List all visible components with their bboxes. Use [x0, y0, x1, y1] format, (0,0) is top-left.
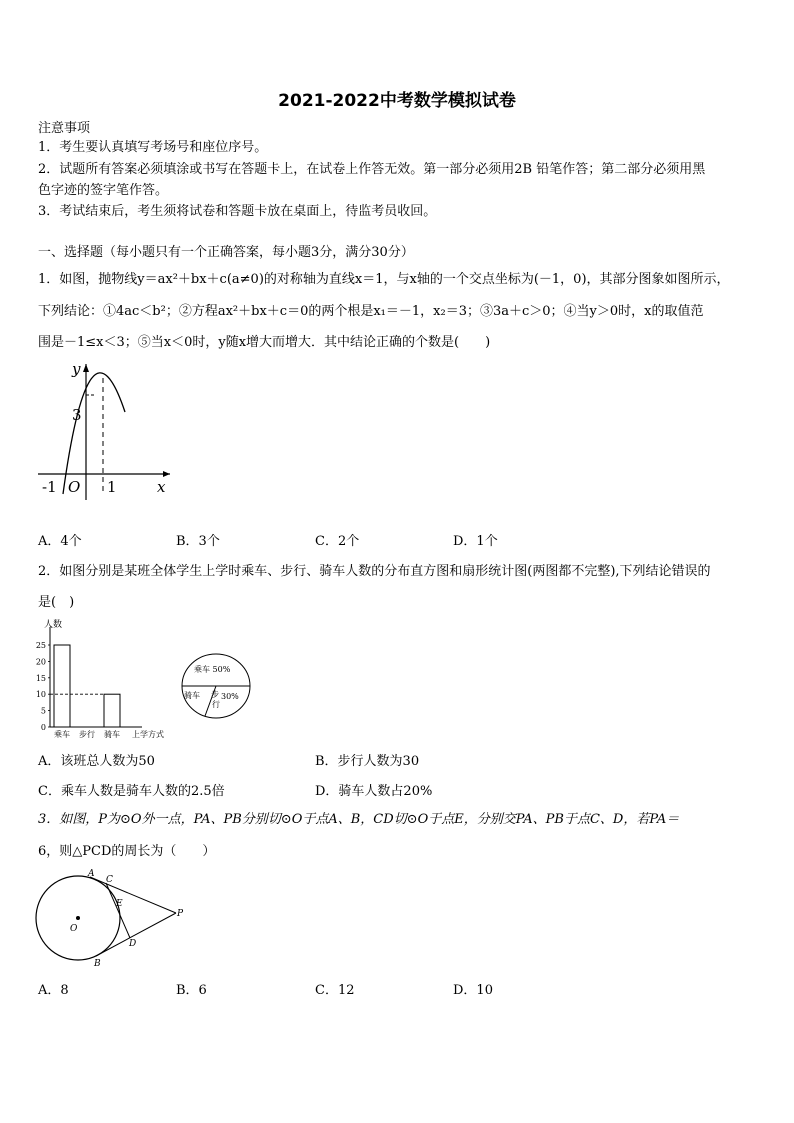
section-heading: 一、选择题（每小题只有一个正确答案，每小题3分，满分30分）	[38, 245, 414, 260]
q1-text-line-1: 1．如图，抛物线y＝ax²＋bx＋c(a≠0)的对称轴为直线x＝1，与x轴的一个交点坐标为(－1，0)，其部分图象如图所示，	[38, 272, 730, 287]
y-axis-label: y	[72, 360, 81, 378]
y-tick-label: 0	[40, 723, 46, 732]
origin-label: O	[68, 478, 81, 496]
q3-text-line-2: 6，则△PCD的周长为（ ）	[38, 844, 216, 859]
q2-text-line-2: 是( )	[38, 595, 75, 610]
x-axis-title: 上学方式	[132, 730, 164, 739]
point-a-label: A	[88, 869, 95, 879]
y-tick-label: 20	[35, 657, 46, 667]
pie-label-walk-pct: 30%	[221, 692, 239, 701]
parabola-figure	[30, 356, 180, 506]
q1-option-d[interactable]: D．1个	[453, 534, 498, 549]
q1-option-b[interactable]: B．3个	[176, 534, 220, 549]
point-b-label: B	[94, 959, 101, 968]
x-axis-label: x	[157, 478, 166, 496]
y-tick-label: 25	[35, 641, 46, 650]
circle-tangent-figure	[30, 868, 200, 968]
q1-text-line-2: 下列结论：①4ac＜b²；②方程ax²＋bx＋c＝0的两个根是x₁＝－1，x₂＝3；③3a＋c＞0；④当y＞0时，x的取值范	[38, 304, 704, 319]
point-d-label: D	[129, 939, 137, 949]
x-category-label: 步行	[79, 730, 95, 739]
y-axis-arrow-icon	[83, 364, 89, 372]
pie-label-bike: 骑车	[184, 691, 200, 700]
tangent-pa	[90, 877, 176, 913]
q2-option-d[interactable]: D．骑车人数占20%	[315, 784, 433, 799]
x-axis-arrow-icon	[163, 471, 170, 477]
bar-0	[54, 645, 70, 727]
bar-2	[104, 694, 120, 727]
q1-option-c[interactable]: C．2个	[315, 534, 360, 549]
bar-chart	[30, 615, 170, 745]
center-point	[76, 916, 80, 920]
pie-label-bus: 乘车 50%	[194, 665, 231, 674]
q3-option-c[interactable]: C．12	[315, 983, 355, 998]
pie-chart	[178, 650, 258, 722]
pie-label-walk-2: 行	[212, 700, 220, 709]
x-category-label: 乘车	[54, 730, 70, 739]
point-e-label: E	[116, 899, 123, 909]
notice-item-2: 2．试题所有答案必须填涂或书写在答题卡上，在试卷上作答无效。第一部分必须用2B 铅笔作答；第二部分必须用黑	[38, 162, 706, 177]
bar-chart-ylabel: 人数	[44, 620, 63, 630]
pie-label-walk-1: 步	[211, 690, 219, 699]
q1-option-a[interactable]: A．4个	[38, 534, 82, 549]
label-neg1: -1	[42, 478, 57, 496]
q3-text-line-1: 3．如图，P为⊙O外一点，PA、PB分别切⊙O于点A、B，CD切⊙O于点E，分别交PA、PB于点C、D，若PA＝	[38, 812, 680, 827]
notice-item-1: 1．考生要认真填写考场号和座位序号。	[38, 140, 268, 155]
q2-option-c[interactable]: C．乘车人数是骑车人数的2.5倍	[38, 784, 225, 799]
notice-item-2-cont: 色字迹的签字笔作答。	[38, 183, 169, 198]
y-tick-label: 10	[35, 690, 46, 700]
label-1: 1	[107, 478, 117, 496]
q2-option-a[interactable]: A．该班总人数为50	[38, 754, 155, 769]
parabola-curve	[63, 373, 125, 494]
y-tick-label: 15	[35, 673, 46, 683]
tangent-pb	[96, 913, 176, 956]
x-category-label: 骑车	[104, 730, 120, 739]
point-p-label: P	[177, 909, 184, 919]
point-o-label: O	[70, 924, 78, 934]
q2-option-b[interactable]: B．步行人数为30	[315, 754, 420, 769]
q3-option-d[interactable]: D．10	[453, 983, 493, 998]
point-c-label: C	[106, 875, 113, 885]
page-title: 2021-2022中考数学模拟试卷	[278, 91, 516, 111]
q2-text-line-1: 2．如图分别是某班全体学生上学时乘车、步行、骑车人数的分布直方图和扇形统计图(两图都不完整),下列结论错误的	[38, 564, 711, 579]
label-3: 3	[72, 406, 82, 424]
notice-heading: 注意事项	[38, 121, 91, 136]
notice-item-3: 3．考试结束后，考生须将试卷和答题卡放在桌面上，待监考员收回。	[38, 204, 437, 219]
q1-text-line-3: 围是－1≤x＜3；⑤当x＜0时，y随x增大而增大．其中结论正确的个数是( )	[38, 335, 491, 350]
q3-option-a[interactable]: A．8	[38, 983, 69, 998]
q3-option-b[interactable]: B．6	[176, 983, 207, 998]
y-tick-label: 5	[40, 706, 46, 716]
